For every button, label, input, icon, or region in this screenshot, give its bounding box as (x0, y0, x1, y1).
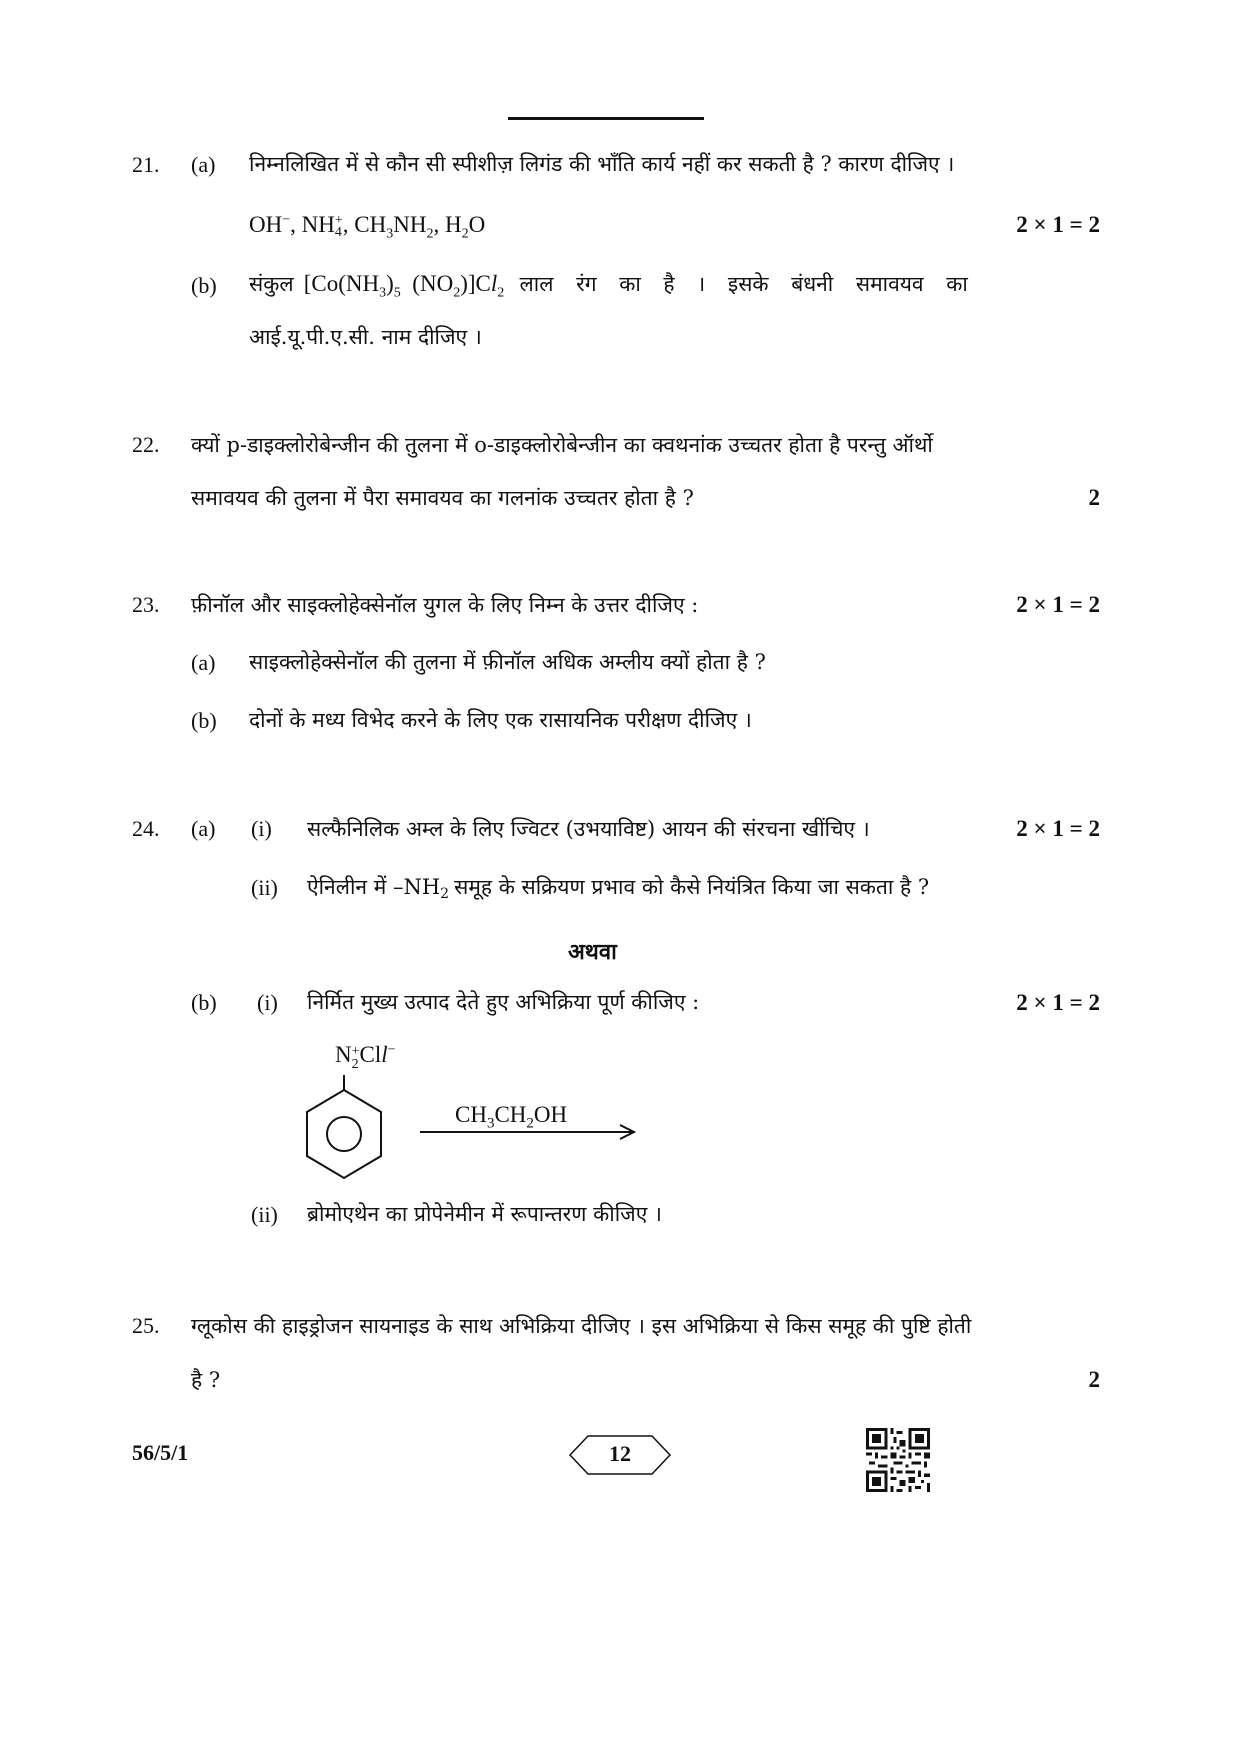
reaction-reagent: $CH_3CH_2OH$ (455, 1102, 568, 1132)
q23a-label: (a) (191, 650, 216, 675)
page-number-box (568, 1434, 672, 1476)
q21b-line-2: आई.यू.पी.ए.सी. नाम दीजिए । (249, 325, 482, 349)
q21-number: 21. (132, 152, 160, 177)
q22-marks: 2 (1088, 485, 1100, 510)
diazonium-label: N + 2 Cll− (335, 1042, 396, 1072)
q22-number: 22. (132, 432, 160, 457)
q24b-ii-label: (ii) (251, 1202, 278, 1227)
q23-text: फ़ीनॉल और साइक्लोहेक्सेनॉल युगल के लिए निम्न के उत्तर दीजिए : (191, 593, 699, 617)
q24a-ii-label: (ii) (251, 875, 278, 900)
q24b-i-label: (i) (257, 990, 278, 1015)
q24a-ii-text: ऐनिलीन में $-NH_2$ समूह के सक्रियण प्रभाव को कैसे नियंत्रित किया जा सकता है ? (307, 875, 930, 903)
reaction-arrow (418, 1122, 638, 1142)
q21a-species: OH−, NH + 4 , $CH_3NH_2$, $H_2O$ (249, 212, 486, 242)
q21a-marks: 2 × 1 = 2 (1016, 212, 1100, 237)
q25-number: 25. (132, 1313, 160, 1338)
q23b-text: दोनों के मध्य विभेद करने के लिए एक रासायनिक परीक्षण दीजिए । (249, 708, 752, 732)
q23-marks: 2 × 1 = 2 (1016, 592, 1100, 617)
q25-marks: 2 (1088, 1367, 1100, 1392)
q23b-label: (b) (191, 708, 217, 733)
or-heading: अथवा (568, 939, 617, 965)
q23-number: 23. (132, 592, 160, 617)
q25-line-1: ग्लूकोस की हाइड्रोजन सायनाइड के साथ अभिक्रिया दीजिए । इस अभिक्रिया से किस समूह की पुष्टि होती (191, 1314, 972, 1338)
q21b-label: (b) (191, 273, 217, 298)
q24a-i-label: (i) (251, 816, 272, 841)
benzene-ring (300, 1075, 390, 1195)
q22-line-1: क्यों p-डाइक्लोरोबेन्जीन की तुलना में o-डाइक्लोरोबेन्जीन का क्वथनांक उच्चतर होता है परन्तु ऑर्थो (191, 433, 933, 457)
q22-line-2: समावयव की तुलना में पैरा समावयव का गलनांक उच्चतर होता है ? (191, 486, 694, 510)
q24b-label: (b) (191, 990, 217, 1015)
q21a-text: निम्नलिखित में से कौन सी स्पीशीज़ लिगंड की भाँति कार्य नहीं कर सकती है ? कारण दीजिए । (249, 152, 955, 176)
page-number: 12 (609, 1441, 631, 1466)
q21b-line-1: संकुल [$Co(NH_3)_5$ $(NO_2)]Cl_2$ लाल रंग का है । इसके बंधनी समावयव का (249, 271, 968, 301)
qr-code-icon (866, 1428, 930, 1492)
top-rule (508, 117, 704, 120)
q24a-i-text: सल्फैनिलिक अम्ल के लिए ज्विटर (उभयाविष्ट) आयन की संरचना खींचिए । (307, 817, 870, 841)
q24b-i-text: निर्मित मुख्य उत्पाद देते हुए अभिक्रिया पूर्ण कीजिए : (307, 990, 700, 1014)
q24-number: 24. (132, 816, 160, 841)
q25-line-2: है ? (191, 1368, 221, 1392)
q24a-label: (a) (191, 816, 216, 841)
paper-code: 56/5/1 (132, 1440, 189, 1465)
q24b-marks: 2 × 1 = 2 (1016, 990, 1100, 1015)
q23a-text: साइक्लोहेक्सेनॉल की तुलना में फ़ीनॉल अधिक अम्लीय क्यों होता है ? (249, 650, 766, 674)
q24b-ii-text: ब्रोमोएथेन का प्रोपेनेमीन में रूपान्तरण कीजिए । (307, 1202, 662, 1226)
q24a-marks: 2 × 1 = 2 (1016, 816, 1100, 841)
q21a-label: (a) (191, 152, 216, 177)
